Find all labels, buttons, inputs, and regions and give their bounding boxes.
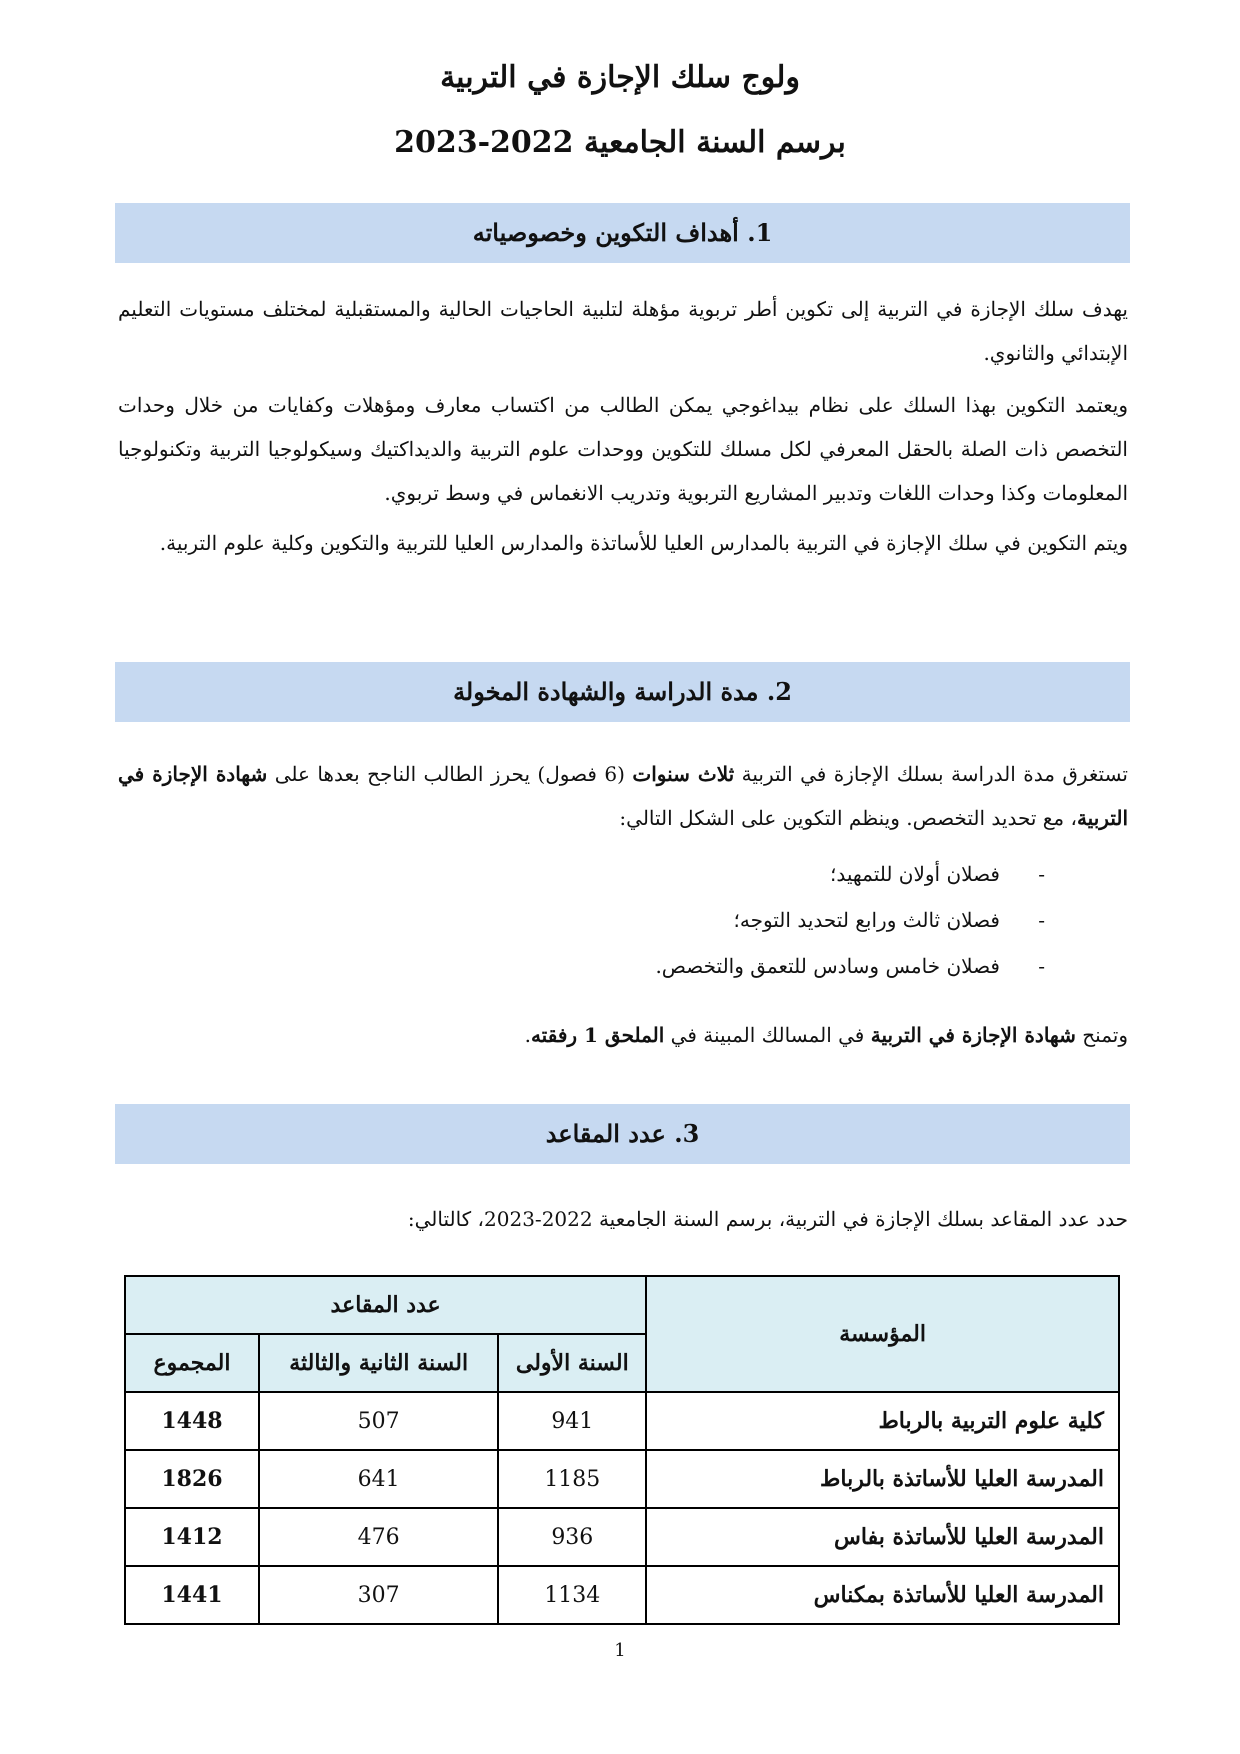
cell-year23: 307 (259, 1566, 499, 1624)
bullet-dash: - (1038, 862, 1045, 886)
seats-table (124, 1275, 1120, 1625)
page-number: 1 (614, 1640, 626, 1661)
text-run-bold: شهادة الإجازة في التربية (118, 762, 1128, 830)
list-item-text: فصلان أولان للتمهيد؛ (830, 862, 1000, 886)
text-run: ، مع تحديد التخصص. وينظم التكوين على الشكل التالي: (619, 806, 1077, 830)
cell-year1: 936 (498, 1508, 646, 1566)
table-row (125, 1566, 1119, 1624)
cell-total: 1448 (125, 1392, 259, 1450)
table-row (125, 1508, 1119, 1566)
document-subtitle: برسم السنة الجامعية 2022-2023 (394, 125, 846, 160)
table-row (125, 1392, 1119, 1450)
text-run: وتمنح (1075, 1023, 1128, 1047)
text-run-bold: ثلاث سنوات (632, 762, 735, 786)
bullet-dash: - (1038, 908, 1045, 932)
section1-paragraph-3: ويتم التكوين في سلك الإجازة في التربية بالمدارس العليا للأساتذة والمدارس العليا للتربية والتكوين وكلية علوم التربية. (159, 531, 1128, 555)
cell-institution: كلية علوم التربية بالرباط (646, 1392, 1119, 1450)
header-year23: السنة الثانية والثالثة (259, 1334, 499, 1392)
cell-year23: 507 (259, 1392, 499, 1450)
text-run: . (524, 1023, 531, 1047)
section1-paragraph-1: يهدف سلك الإجازة في التربية إلى تكوين أطر تربوية مؤهلة لتلبية الحاجيات الحالية والمستقبلية لمختلف مستويات التعليم الإبتدائي والثانوي. (118, 297, 1128, 365)
document-title: ولوج سلك الإجازة في التربية (440, 60, 800, 95)
cell-year1: 1134 (498, 1566, 646, 1624)
cell-year1: 1185 (498, 1450, 646, 1508)
cell-institution: المدرسة العليا للأساتذة بمكناس (646, 1566, 1119, 1624)
text-run: (6 فصول) يحرز الطالب الناجح بعدها على (267, 762, 633, 786)
section1-paragraph-2: ويعتمد التكوين بهذا السلك على نظام بيداغوجي يمكن الطالب من اكتساب معارف ومؤهلات وكفايات من خلال وحدات التخصص ذات الصلة بالحقل المعرفي لكل مسلك للتكوين ووحدات علوم التربية والديداكتيك وسيكولوجيا التربية وتكنولوجيا المعلومات وكذا وحدات اللغات وتدبير المشاريع التربوية وتدريب الانغماس في وسط تربوي. (118, 393, 1128, 505)
cell-institution: المدرسة العليا للأساتذة بالرباط (646, 1450, 1119, 1508)
list-item (655, 948, 1045, 984)
cell-total: 1826 (125, 1450, 259, 1508)
text-run-bold: شهادة الإجازة في التربية (870, 1023, 1076, 1047)
cell-year23: 641 (259, 1450, 499, 1508)
list-item (734, 902, 1046, 938)
list-item-text: فصلان ثالث ورابع لتحديد التوجه؛ (733, 908, 1000, 932)
list-item (830, 856, 1045, 892)
section-heading-1: 1. أهداف التكوين وخصوصياته (115, 203, 1130, 263)
bullet-dash: - (1038, 954, 1045, 978)
header-institution: المؤسسة (646, 1276, 1119, 1392)
section-heading-2: 2. مدة الدراسة والشهادة المخولة (115, 662, 1130, 722)
header-year1: السنة الأولى (498, 1334, 646, 1392)
cell-total: 1412 (125, 1508, 259, 1566)
text-run-bold: الملحق 1 رفقته (530, 1023, 665, 1047)
section2-paragraph-1 (118, 752, 1128, 840)
section-heading-3: 3. عدد المقاعد (115, 1104, 1130, 1164)
text-run: تستغرق مدة الدراسة بسلك الإجازة في التربية (734, 762, 1128, 786)
cell-year1: 941 (498, 1392, 646, 1450)
header-total: المجموع (125, 1334, 259, 1392)
cell-institution: المدرسة العليا للأساتذة بفاس (646, 1508, 1119, 1566)
section3-intro: حدد عدد المقاعد بسلك الإجازة في التربية، برسم السنة الجامعية 2022-2023، كالتالي: (407, 1207, 1128, 1231)
list-item-text: فصلان خامس وسادس للتعمق والتخصص. (655, 954, 1000, 978)
section2-paragraph-2 (118, 1013, 1128, 1057)
text-run: في المسالك المبينة في (664, 1023, 871, 1047)
cell-total: 1441 (125, 1566, 259, 1624)
header-seats: عدد المقاعد (125, 1276, 646, 1334)
table-row (125, 1450, 1119, 1508)
cell-year23: 476 (259, 1508, 499, 1566)
